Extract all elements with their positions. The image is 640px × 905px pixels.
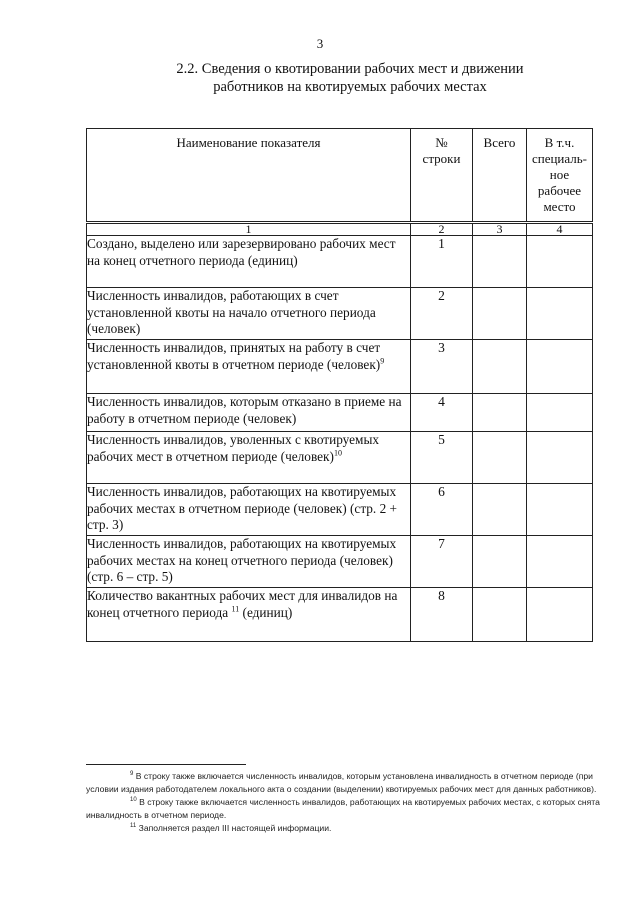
indicator-name-text: Численность инвалидов, работающих на квотируемых рабочих местах в отчетном периоде (человек) (стр. 2 + стр. 3) xyxy=(87,484,398,532)
header-row-number xyxy=(411,129,473,223)
row-code: 8 xyxy=(411,588,473,642)
table-row xyxy=(87,484,593,536)
page-number: 3 xyxy=(316,36,324,51)
indicator-name-text: Численность инвалидов, работающих на квотируемых рабочих местах на конец отчетного периода (человек) (стр. 6 – стр. 5) xyxy=(87,536,397,584)
indicator-name xyxy=(87,484,411,536)
total-value-cell[interactable] xyxy=(473,236,527,288)
table-row xyxy=(87,588,593,642)
row-code: 6 xyxy=(411,484,473,536)
footnote xyxy=(86,796,616,822)
column-number-3: 3 xyxy=(473,223,527,236)
total-value-cell[interactable] xyxy=(473,536,527,588)
row-code: 2 xyxy=(411,288,473,340)
footnote-mark: 11 xyxy=(130,823,137,830)
indicator-name-text: Количество вакантных рабочих мест для инвалидов на конец отчетного периода xyxy=(87,588,398,620)
total-value-cell[interactable] xyxy=(473,432,527,484)
indicator-name xyxy=(87,236,411,288)
special-workplace-value-cell[interactable] xyxy=(527,536,593,588)
table-row xyxy=(87,288,593,340)
row-code: 1 xyxy=(411,236,473,288)
indicator-name xyxy=(87,394,411,432)
row-code: 4 xyxy=(411,394,473,432)
footnote-reference: 11 xyxy=(231,604,240,614)
special-workplace-value-cell[interactable] xyxy=(527,236,593,288)
header-special-line-1: В т.ч. xyxy=(544,135,575,150)
header-special-line-5: место xyxy=(543,199,576,214)
header-indicator-name-text: Наименование показателя xyxy=(176,135,321,150)
footnote-reference: 9 xyxy=(380,356,385,366)
indicator-name-text: Численность инвалидов, принятых на работу в счет установленной квоты в отчетном периоде (человек) xyxy=(87,340,381,372)
footnote-text: В строку также включается численность инвалидов, работающих на квотируемых рабочих местах, с которых снята инвалидность в отчетном периоде. xyxy=(86,797,600,820)
row-code: 5 xyxy=(411,432,473,484)
column-number-1: 1 xyxy=(87,223,411,236)
total-value-cell[interactable] xyxy=(473,288,527,340)
special-workplace-value-cell[interactable] xyxy=(527,432,593,484)
table-header-row xyxy=(87,129,593,223)
special-workplace-value-cell[interactable] xyxy=(527,484,593,536)
column-number-4: 4 xyxy=(527,223,593,236)
special-workplace-value-cell[interactable] xyxy=(527,288,593,340)
section-title-line-2: работников на квотируемых рабочих местах xyxy=(213,79,487,95)
footnote-reference: 10 xyxy=(333,448,342,458)
indicator-name-tail: (единиц) xyxy=(239,604,293,620)
indicator-name xyxy=(87,588,411,642)
table-row xyxy=(87,432,593,484)
header-special-workplace xyxy=(527,129,593,223)
footnote-text: В строку также включается численность инвалидов, которым установлена инвалидность в отчетном периоде (при условии издания работодателем локального акта о создании (выделении) квотируемых рабочих мест для данных работников). xyxy=(86,771,597,794)
header-total-text: Всего xyxy=(483,135,516,150)
indicator-name-text: Численность инвалидов, работающих в счет установленной квоты на начало отчетного периода (человек) xyxy=(87,288,376,336)
column-number-2: 2 xyxy=(411,223,473,236)
indicator-name xyxy=(87,432,411,484)
total-value-cell[interactable] xyxy=(473,484,527,536)
indicator-name xyxy=(87,288,411,340)
footnote-text: Заполняется раздел III настоящей информации. xyxy=(136,823,332,833)
header-total xyxy=(473,129,527,223)
row-code: 7 xyxy=(411,536,473,588)
section-title-line-1: 2.2. Сведения о квотировании рабочих мест и движении xyxy=(176,61,524,77)
indicator-name-text: Численность инвалидов, уволенных с квотируемых рабочих мест в отчетном периоде (человек) xyxy=(87,432,380,464)
footnotes xyxy=(86,770,616,835)
indicator-name xyxy=(87,340,411,394)
row-code: 3 xyxy=(411,340,473,394)
indicator-name-text: Численность инвалидов, которым отказано в приеме на работу в отчетном периоде (человек) xyxy=(87,394,402,426)
table-row xyxy=(87,394,593,432)
special-workplace-value-cell[interactable] xyxy=(527,394,593,432)
footnote xyxy=(86,770,616,796)
total-value-cell[interactable] xyxy=(473,588,527,642)
header-row-number-line-2: строки xyxy=(422,151,461,166)
header-row-number-line-1: № xyxy=(435,135,448,150)
footnote-mark: 9 xyxy=(130,771,134,778)
footnote-separator xyxy=(86,764,246,765)
section-title xyxy=(120,60,580,96)
special-workplace-value-cell[interactable] xyxy=(527,588,593,642)
indicator-name-text: Создано, выделено или зарезервировано рабочих мест на конец отчетного периода (единиц) xyxy=(87,236,396,268)
quota-table xyxy=(86,128,593,642)
footnote-mark: 10 xyxy=(130,797,137,804)
table-row xyxy=(87,236,593,288)
total-value-cell[interactable] xyxy=(473,394,527,432)
table-row xyxy=(87,536,593,588)
footnote xyxy=(86,822,616,835)
indicator-name xyxy=(87,536,411,588)
table-row xyxy=(87,340,593,394)
total-value-cell[interactable] xyxy=(473,340,527,394)
header-special-line-2: специаль- xyxy=(531,151,588,166)
header-special-line-4: рабочее xyxy=(537,183,582,198)
column-number-row xyxy=(87,223,593,236)
header-indicator-name xyxy=(87,129,411,223)
header-special-line-3: ное xyxy=(549,167,570,182)
special-workplace-value-cell[interactable] xyxy=(527,340,593,394)
